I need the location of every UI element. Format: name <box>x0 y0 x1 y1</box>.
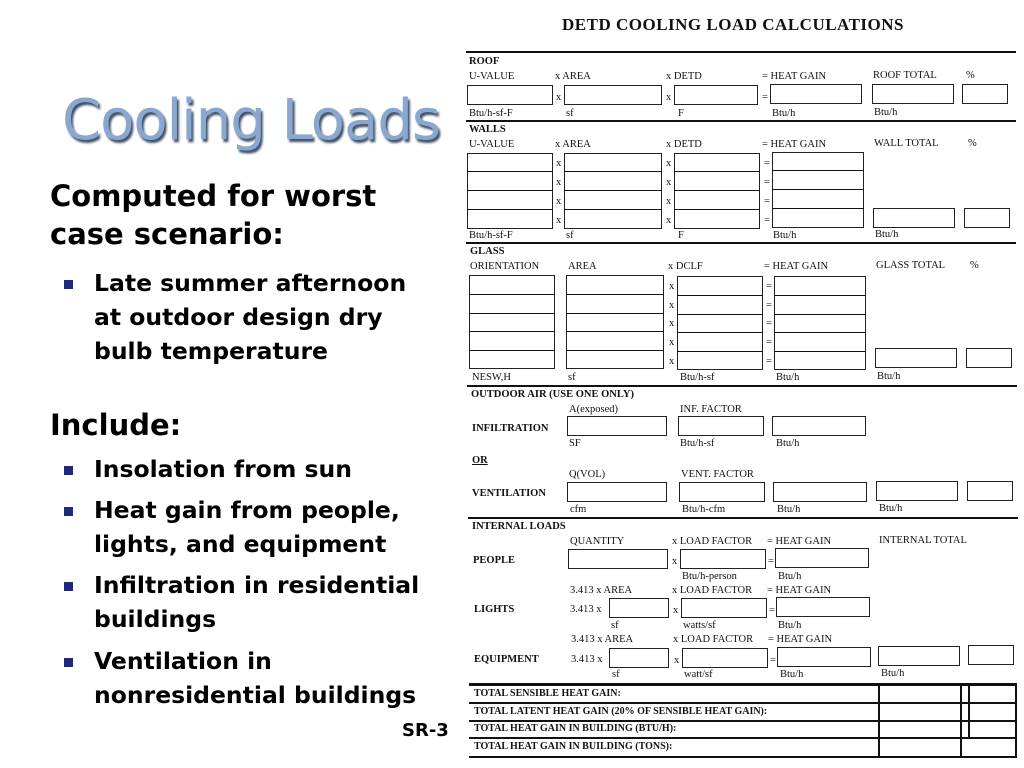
row-divider <box>566 313 664 314</box>
equipment-area-field[interactable] <box>609 648 669 668</box>
row-divider <box>469 313 555 314</box>
row-divider <box>564 171 662 172</box>
multiply-sign: x <box>669 318 675 329</box>
equals-sign: = <box>766 337 772 348</box>
equals-sign: = <box>769 605 775 616</box>
roof-u-value-field[interactable] <box>467 85 553 105</box>
glass-col-orientation: ORIENTATION <box>470 261 540 272</box>
people-unit-gain: Btu/h <box>778 571 802 582</box>
internal-unit-total: Btu/h <box>881 668 905 679</box>
total-sensible-field[interactable] <box>880 686 960 702</box>
equipment-col-load-factor: x LOAD FACTOR <box>673 634 754 645</box>
divider <box>468 517 1018 519</box>
lights-col-area: 3.413 x AREA <box>570 585 633 596</box>
infiltration-unit-area: SF <box>569 438 581 449</box>
bullet-ventilation-line1: Ventilation in <box>94 647 272 675</box>
glass-heat-gain-field[interactable] <box>774 276 866 370</box>
lights-col-heat-gain: = HEAT GAIN <box>767 585 832 596</box>
outdoor-air-header: OUTDOOR AIR (USE ONE ONLY) <box>471 389 634 400</box>
roof-detd-field[interactable] <box>674 85 758 105</box>
multiply-sign: x <box>666 196 672 207</box>
row-divider <box>772 189 864 190</box>
divider <box>469 756 1017 758</box>
row-divider <box>774 295 866 296</box>
walls-heat-gain-field[interactable] <box>772 152 864 228</box>
multiply-sign: x <box>556 177 562 188</box>
glass-total-label: GLASS TOTAL <box>876 260 946 271</box>
ventilation-volume-field[interactable] <box>567 482 667 502</box>
equals-sign: = <box>764 158 770 169</box>
roof-col-area: x AREA <box>555 71 591 82</box>
multiply-sign: x <box>672 556 678 567</box>
lights-label: LIGHTS <box>474 604 515 615</box>
roof-percent-label: % <box>966 70 975 81</box>
total-btuh-field[interactable] <box>880 722 960 737</box>
walls-header: WALLS <box>469 124 506 135</box>
row-divider <box>677 314 763 315</box>
equals-sign: = <box>764 196 770 207</box>
equals-sign: = <box>766 300 772 311</box>
bullet-late-summer-line3: bulb temperature <box>94 337 328 365</box>
glass-header: GLASS <box>470 246 505 257</box>
bullet-square-icon <box>64 507 73 516</box>
ventilation-gain-field[interactable] <box>773 482 867 502</box>
ventilation-unit-volume: cfm <box>570 504 587 515</box>
glass-unit-orientation: NESW,H <box>472 372 511 383</box>
glass-orientation-field[interactable] <box>469 275 555 369</box>
glass-col-dclf: x DCLF <box>668 261 703 272</box>
wall-total-field[interactable] <box>873 208 955 228</box>
internal-total-label: INTERNAL TOTAL <box>879 535 967 546</box>
walls-col-heat-gain: = HEAT GAIN <box>762 139 827 150</box>
wall-total-label: WALL TOTAL <box>874 138 939 149</box>
people-heat-gain-field[interactable] <box>775 548 869 568</box>
cooling-load-form <box>460 0 1024 768</box>
multiply-sign: x <box>666 92 672 103</box>
row-divider <box>566 350 664 351</box>
row-divider <box>566 294 664 295</box>
people-col-heat-gain: = HEAT GAIN <box>767 536 832 547</box>
infiltration-unit-gain: Btu/h <box>776 438 800 449</box>
glass-percent-label: % <box>970 260 979 271</box>
equipment-multiplier: 3.413 x <box>571 654 603 665</box>
lights-unit-gain: Btu/h <box>778 620 802 631</box>
walls-detd-field[interactable] <box>674 153 760 229</box>
slide-title: Cooling Loads <box>62 88 441 153</box>
infiltration-gain-field[interactable] <box>772 416 866 436</box>
multiply-sign: x <box>669 356 675 367</box>
divider <box>466 242 1016 244</box>
outdoor-air-total-field[interactable] <box>876 481 958 501</box>
bullet-infiltration-line1: Infiltration in residential <box>94 571 420 599</box>
row-divider <box>467 190 553 191</box>
divider <box>467 385 1017 387</box>
infiltration-col-factor: INF. FACTOR <box>680 404 742 415</box>
equipment-heat-gain-field[interactable] <box>777 647 871 667</box>
equipment-unit-area: sf <box>612 669 620 680</box>
row-divider <box>674 209 760 210</box>
roof-total-field[interactable] <box>872 84 954 104</box>
roof-unit-detd: F <box>678 108 684 119</box>
row-divider <box>564 190 662 191</box>
walls-area-field[interactable] <box>564 153 662 229</box>
multiply-sign: x <box>556 196 562 207</box>
walls-unit-area: sf <box>566 230 574 241</box>
glass-area-field[interactable] <box>566 275 664 369</box>
row-divider <box>467 209 553 210</box>
glass-unit-area: sf <box>568 372 576 383</box>
walls-unit-detd: F <box>678 230 684 241</box>
form-title: DETD COOLING LOAD CALCULATIONS <box>562 15 904 34</box>
roof-heat-gain-field[interactable] <box>770 84 862 104</box>
roof-header: ROOF <box>469 56 500 67</box>
bullet-late-summer-line2: at outdoor design dry <box>94 303 383 331</box>
roof-percent-field[interactable] <box>962 84 1008 104</box>
walls-col-area: x AREA <box>555 139 591 150</box>
bullet-square-icon <box>64 280 73 289</box>
equipment-col-area: 3.413 x AREA <box>571 634 634 645</box>
outdoor-air-unit-total: Btu/h <box>879 503 903 514</box>
row-divider <box>677 295 763 296</box>
column-divider <box>960 683 962 757</box>
equals-sign: = <box>766 356 772 367</box>
roof-unit-area: sf <box>566 108 574 119</box>
roof-col-u-value: U-VALUE <box>469 71 515 82</box>
row-divider <box>467 171 553 172</box>
row-divider <box>469 331 555 332</box>
heading-worst-case-line2: case scenario: <box>50 217 284 251</box>
multiply-sign: x <box>666 158 672 169</box>
bullet-heat-gain-line2: lights, and equipment <box>94 530 387 558</box>
ventilation-factor-field[interactable] <box>679 482 765 502</box>
people-col-load-factor: x LOAD FACTOR <box>672 536 753 547</box>
people-load-factor-field[interactable] <box>680 549 766 569</box>
bullet-ventilation-line2: nonresidential buildings <box>94 681 417 709</box>
bullet-square-icon <box>64 658 73 667</box>
wall-percent-label: % <box>968 138 977 149</box>
bullet-square-icon <box>64 466 73 475</box>
total-latent-field[interactable] <box>880 704 960 720</box>
equipment-unit-gain: Btu/h <box>780 669 804 680</box>
equipment-col-heat-gain: = HEAT GAIN <box>768 634 833 645</box>
multiply-sign: x <box>669 337 675 348</box>
heading-worst-case-line1: Computed for worst <box>50 179 377 213</box>
total-btuh-label: TOTAL HEAT GAIN IN BUILDING (BTU/H): <box>474 723 677 734</box>
row-divider <box>677 332 763 333</box>
glass-col-heat-gain: = HEAT GAIN <box>764 261 829 272</box>
infiltration-label: INFILTRATION <box>472 423 549 434</box>
people-quantity-field[interactable] <box>568 549 668 569</box>
equals-sign: = <box>766 318 772 329</box>
equipment-unit-factor: watt/sf <box>684 669 713 680</box>
bullet-square-icon <box>64 582 73 591</box>
page-number: SR-3 <box>402 720 449 741</box>
lights-unit-factor: watts/sf <box>683 620 716 631</box>
bullet-infiltration-line2: buildings <box>94 605 217 633</box>
roof-col-heat-gain: = HEAT GAIN <box>762 71 827 82</box>
row-divider <box>469 350 555 351</box>
row-divider <box>774 332 866 333</box>
lights-col-load-factor: x LOAD FACTOR <box>672 585 753 596</box>
total-latent-label: TOTAL LATENT HEAT GAIN (20% OF SENSIBLE HEAT GAIN): <box>474 706 768 717</box>
equals-sign: = <box>764 177 770 188</box>
lights-multiplier: 3.413 x <box>570 604 602 615</box>
roof-col-detd: x DETD <box>666 71 702 82</box>
glass-unit-total: Btu/h <box>877 371 901 382</box>
walls-unit-u: Btu/h-sf-F <box>469 230 513 241</box>
ventilation-unit-factor: Btu/h-cfm <box>682 504 726 515</box>
lights-heat-gain-field[interactable] <box>776 597 870 617</box>
column-divider <box>968 683 970 737</box>
internal-percent-field[interactable] <box>968 645 1014 665</box>
infiltration-col-area: A(exposed) <box>569 404 618 415</box>
row-divider <box>674 171 760 172</box>
walls-col-u-value: U-VALUE <box>469 139 515 150</box>
outdoor-air-percent-field[interactable] <box>967 481 1013 501</box>
row-divider <box>774 351 866 352</box>
total-tons-label: TOTAL HEAT GAIN IN BUILDING (TONS): <box>474 741 673 752</box>
walls-u-value-field[interactable] <box>467 153 553 229</box>
roof-unit-gain: Btu/h <box>772 108 796 119</box>
wall-percent-field[interactable] <box>964 208 1010 228</box>
divider <box>466 51 1016 53</box>
infiltration-factor-field[interactable] <box>678 416 764 436</box>
walls-unit-gain: Btu/h <box>773 230 797 241</box>
multiply-sign: x <box>556 158 562 169</box>
equals-sign: = <box>768 556 774 567</box>
row-divider <box>564 209 662 210</box>
walls-unit-total: Btu/h <box>875 229 899 240</box>
divider <box>466 120 1016 122</box>
row-divider <box>772 208 864 209</box>
multiply-sign: x <box>673 605 679 616</box>
roof-area-field[interactable] <box>564 85 662 105</box>
lights-area-field[interactable] <box>609 598 669 618</box>
bullet-late-summer-line1: Late summer afternoon <box>94 269 407 297</box>
glass-dclf-field[interactable] <box>677 276 763 370</box>
walls-col-detd: x DETD <box>666 139 702 150</box>
people-unit-factor: Btu/h-person <box>682 571 737 582</box>
multiply-sign: x <box>669 300 675 311</box>
lights-load-factor-field[interactable] <box>681 598 767 618</box>
equals-sign: = <box>762 92 768 103</box>
multiply-sign: x <box>666 177 672 188</box>
row-divider <box>674 190 760 191</box>
multiply-sign: x <box>669 281 675 292</box>
roof-total-label: ROOF TOTAL <box>873 70 937 81</box>
or-label: OR <box>472 455 488 466</box>
equals-sign: = <box>770 655 776 666</box>
row-divider <box>772 170 864 171</box>
glass-unit-gain: Btu/h <box>776 372 800 383</box>
equals-sign: = <box>764 215 770 226</box>
equals-sign: = <box>766 281 772 292</box>
column-divider <box>1015 683 1017 757</box>
multiply-sign: x <box>556 215 562 226</box>
lights-unit-area: sf <box>611 620 619 631</box>
glass-unit-dclf: Btu/h-sf <box>680 372 715 383</box>
bullet-heat-gain-line1: Heat gain from people, <box>94 496 400 524</box>
row-divider <box>774 314 866 315</box>
ventilation-label: VENTILATION <box>472 488 546 499</box>
multiply-sign: x <box>674 655 680 666</box>
glass-total-field[interactable] <box>875 348 957 368</box>
equipment-load-factor-field[interactable] <box>682 648 768 668</box>
row-divider <box>677 351 763 352</box>
equipment-label: EQUIPMENT <box>474 654 539 665</box>
roof-unit-u: Btu/h-sf-F <box>469 108 513 119</box>
multiply-sign: x <box>666 215 672 226</box>
glass-percent-field[interactable] <box>966 348 1012 368</box>
heading-include: Include: <box>50 408 182 442</box>
ventilation-unit-gain: Btu/h <box>777 504 801 515</box>
internal-total-field[interactable] <box>878 646 960 666</box>
ventilation-col-volume: Q(VOL) <box>569 469 606 480</box>
people-col-quantity: QUANTITY <box>570 536 625 547</box>
roof-unit-total: Btu/h <box>874 107 898 118</box>
row-divider <box>469 294 555 295</box>
glass-col-area: AREA <box>568 261 597 272</box>
total-tons-field[interactable] <box>880 739 960 755</box>
infiltration-unit-factor: Btu/h-sf <box>680 438 715 449</box>
multiply-sign: x <box>556 92 562 103</box>
internal-loads-header: INTERNAL LOADS <box>472 521 566 532</box>
total-sensible-label: TOTAL SENSIBLE HEAT GAIN: <box>474 688 621 699</box>
infiltration-area-field[interactable] <box>567 416 667 436</box>
row-divider <box>566 331 664 332</box>
people-label: PEOPLE <box>473 555 516 566</box>
bullet-insolation: Insolation from sun <box>94 455 352 483</box>
ventilation-col-factor: VENT. FACTOR <box>681 469 754 480</box>
